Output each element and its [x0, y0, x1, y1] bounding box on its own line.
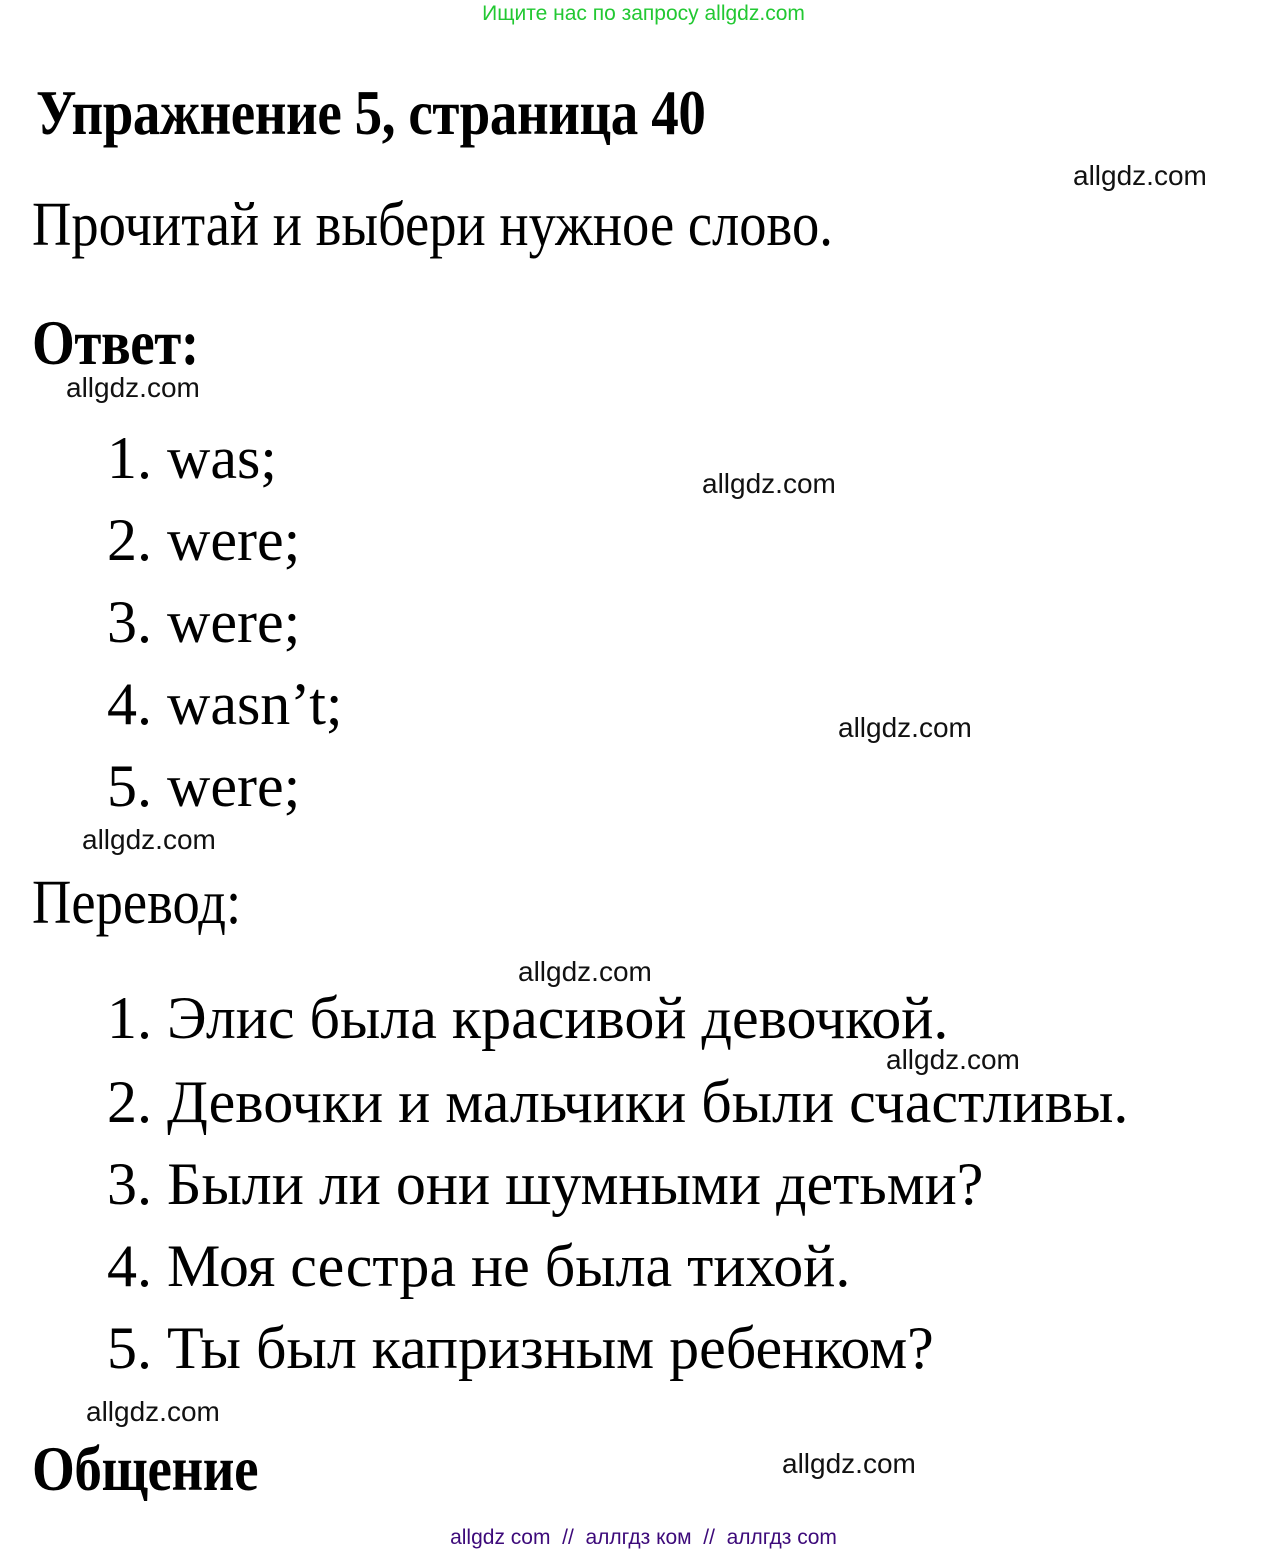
watermark: allgdz.com — [66, 372, 200, 403]
item-number: 2. — [107, 507, 152, 573]
list-item — [92, 1232, 1282, 1302]
item-number: 4. — [107, 1233, 152, 1299]
watermark: allgdz.com — [702, 468, 836, 499]
watermark: allgdz.com — [518, 956, 652, 987]
top-search-banner[interactable]: Ищите нас по запросу allgdz.com — [482, 2, 805, 25]
list-item — [92, 670, 692, 740]
next-section-heading: Общение — [32, 1433, 259, 1504]
translation-heading: Перевод: — [32, 869, 242, 937]
item-number: 1. — [107, 985, 152, 1051]
list-item — [92, 984, 1282, 1054]
task-instruction: Прочитай и выбери нужное слово. — [32, 191, 833, 259]
list-item — [92, 424, 692, 494]
item-text: Элис была красивой девочкой. — [167, 985, 949, 1051]
list-item — [92, 588, 692, 658]
watermark: allgdz.com — [782, 1448, 916, 1479]
item-text: Моя сестра не была тихой. — [167, 1233, 851, 1299]
list-item — [92, 1314, 1282, 1384]
item-text: was; — [167, 425, 277, 491]
watermark: allgdz.com — [838, 712, 972, 743]
watermark: allgdz.com — [86, 1396, 220, 1427]
list-item — [92, 1068, 1282, 1138]
item-text: Девочки и мальчики были счастливы. — [167, 1069, 1129, 1135]
item-text: Были ли они шумными детьми? — [167, 1151, 984, 1217]
item-number: 3. — [107, 1151, 152, 1217]
item-number: 5. — [107, 1315, 152, 1381]
list-item — [92, 752, 692, 822]
bottom-banner[interactable]: allgdz com // аллгдз ком // аллгдз com — [450, 1526, 837, 1549]
item-text: wasn’t; — [167, 671, 343, 737]
item-number: 5. — [107, 753, 152, 819]
watermark: allgdz.com — [82, 824, 216, 855]
item-number: 1. — [107, 425, 152, 491]
item-text: were; — [167, 753, 301, 819]
list-item — [92, 1150, 1282, 1220]
item-number: 3. — [107, 589, 152, 655]
answer-heading: Ответ: — [32, 307, 199, 378]
item-number: 4. — [107, 671, 152, 737]
page-title: Упражнение 5, страница 40 — [36, 77, 706, 148]
item-text: were; — [167, 507, 301, 573]
item-text: Ты был капризным ребенком? — [167, 1315, 934, 1381]
watermark: allgdz.com — [886, 1044, 1020, 1075]
item-text: were; — [167, 589, 301, 655]
list-item — [92, 506, 692, 576]
watermark: allgdz.com — [1073, 160, 1207, 191]
item-number: 2. — [107, 1069, 152, 1135]
